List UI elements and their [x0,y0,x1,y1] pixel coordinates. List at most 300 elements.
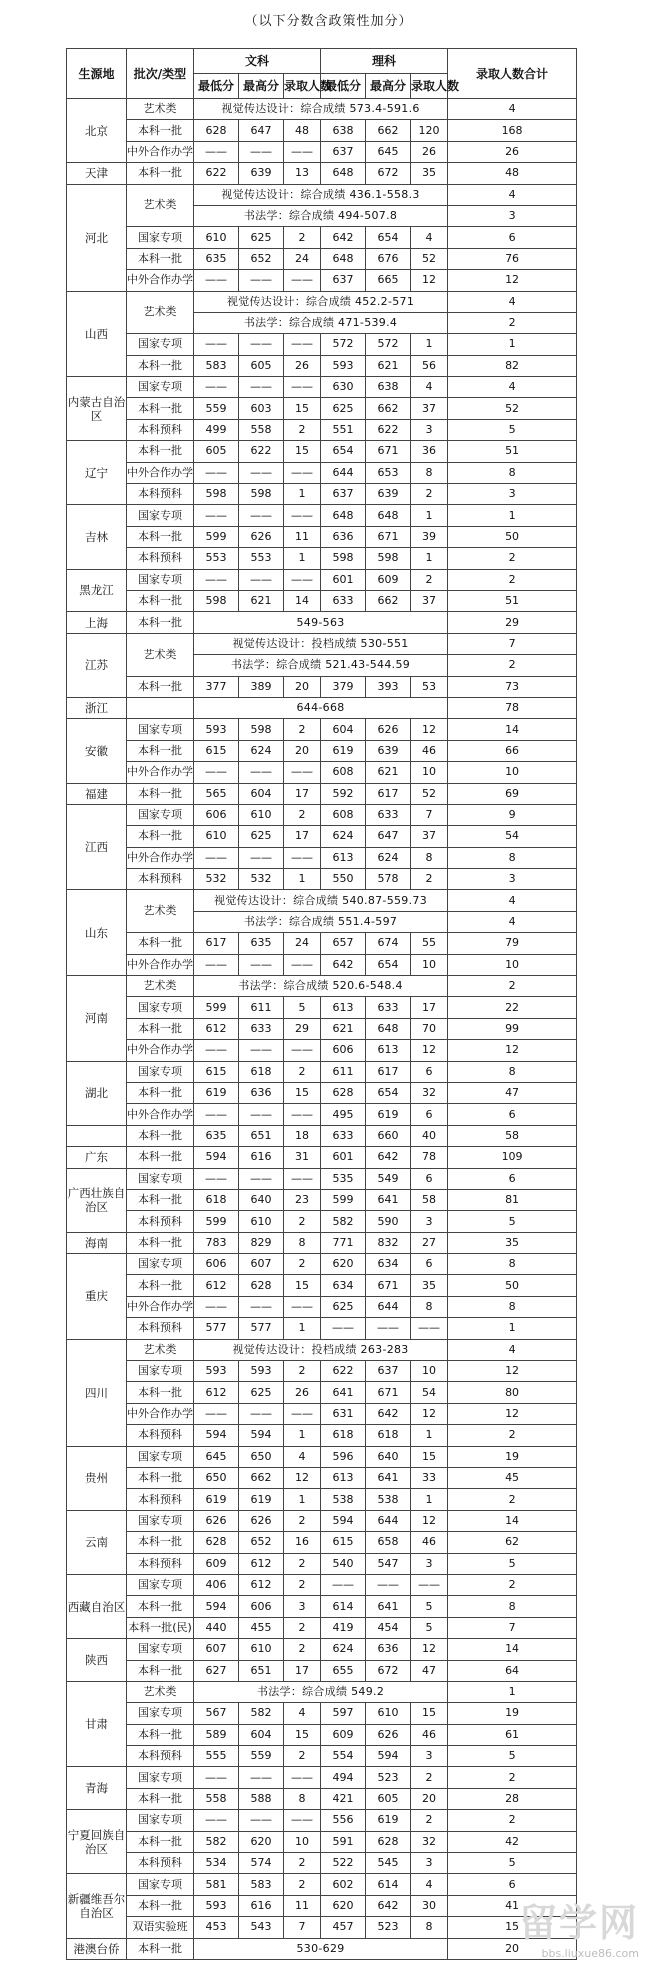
wenke-min-cell: 565 [194,783,239,804]
like-max-cell: 642 [366,1895,411,1916]
table-row [67,1403,577,1424]
score-range-cell: 视觉传达设计：投档成绩 530-551 [194,633,448,654]
table-row [67,120,577,141]
table-row [67,976,577,997]
like-max-cell: 648 [366,1018,411,1039]
like-min-cell: 633 [321,1125,366,1146]
wenke-min-cell: 626 [194,1510,239,1531]
total-cell: 3 [448,205,577,226]
total-cell: 14 [448,1639,577,1660]
province-cell: 天津 [67,163,127,184]
batch-cell: 中外合作办学 [127,1104,194,1125]
like-min-cell: 601 [321,1147,366,1168]
score-range-cell: 视觉传达设计：综合成绩 436.1-558.3 [194,184,448,205]
wenke-count-cell: 2 [284,1746,321,1767]
like-min-cell: 638 [321,120,366,141]
wenke-max-cell: 620 [239,1831,284,1852]
score-range-cell: 530-629 [194,1938,448,1959]
wenke-count-cell: 15 [284,398,321,419]
wenke-count-cell: 2 [284,1254,321,1275]
wenke-count-cell: —— [284,1104,321,1125]
table-row [67,933,577,954]
like-min-cell: 582 [321,1211,366,1232]
total-cell: 28 [448,1788,577,1809]
header-province: 生源地 [67,49,127,99]
like-max-cell: 654 [366,1082,411,1103]
wenke-min-cell: 627 [194,1660,239,1681]
like-min-cell: 641 [321,1382,366,1403]
wenke-max-cell: 625 [239,1382,284,1403]
table-row [67,1275,577,1296]
wenke-min-cell: 599 [194,1211,239,1232]
total-cell: 6 [448,1874,577,1895]
table-row [67,569,577,590]
like-count-cell: 30 [411,1895,448,1916]
like-max-cell: 454 [366,1617,411,1638]
like-count-cell: 53 [411,676,448,697]
wenke-count-cell: 24 [284,933,321,954]
wenke-count-cell: 20 [284,676,321,697]
like-min-cell: 621 [321,1018,366,1039]
like-max-cell: 549 [366,1168,411,1189]
province-cell: 海南 [67,1232,127,1253]
table-row [67,633,577,654]
wenke-max-cell: 603 [239,398,284,419]
table-row [67,1489,577,1510]
like-count-cell: 10 [411,954,448,975]
total-cell: 41 [448,1895,577,1916]
like-min-cell: 648 [321,505,366,526]
wenke-min-cell: 645 [194,1446,239,1467]
table-row [67,1446,577,1467]
batch-cell: 国家专项 [127,1767,194,1788]
wenke-max-cell: —— [239,505,284,526]
wenke-count-cell: 2 [284,1510,321,1531]
table-row [67,419,577,440]
wenke-count-cell: —— [284,462,321,483]
like-max-cell: 578 [366,869,411,890]
wenke-min-cell: 594 [194,1596,239,1617]
wenke-max-cell: 583 [239,1874,284,1895]
wenke-min-cell: 610 [194,826,239,847]
wenke-max-cell: 639 [239,163,284,184]
header-wenke-count: 录取人数 [284,74,321,99]
like-min-cell: 624 [321,826,366,847]
wenke-count-cell: 2 [284,1639,321,1660]
total-cell: 1 [448,505,577,526]
batch-cell: 中外合作办学 [127,1403,194,1424]
total-cell: 4 [448,1339,577,1360]
like-count-cell: 27 [411,1232,448,1253]
wenke-max-cell: —— [239,1296,284,1317]
province-cell: 河北 [67,184,127,291]
like-count-cell: 12 [411,1510,448,1531]
like-count-cell: 5 [411,1596,448,1617]
wenke-count-cell: —— [284,141,321,162]
total-cell: 51 [448,441,577,462]
wenke-count-cell: 2 [284,419,321,440]
like-count-cell: 47 [411,1660,448,1681]
table-row [67,590,577,611]
admission-scores-table [66,48,577,1960]
total-cell: 69 [448,783,577,804]
batch-cell: 国家专项 [127,569,194,590]
wenke-max-cell: 577 [239,1318,284,1339]
like-min-cell: 596 [321,1446,366,1467]
batch-cell: 本科预科 [127,1211,194,1232]
like-max-cell: 662 [366,398,411,419]
like-max-cell: 638 [366,377,411,398]
wenke-min-cell: 534 [194,1853,239,1874]
table-row [67,1018,577,1039]
wenke-min-cell: 617 [194,933,239,954]
wenke-min-cell: 607 [194,1639,239,1660]
wenke-count-cell: —— [284,847,321,868]
wenke-min-cell: 598 [194,484,239,505]
batch-cell: 国家专项 [127,1810,194,1831]
like-min-cell: 648 [321,248,366,269]
wenke-min-cell: 615 [194,740,239,761]
table-row [67,1361,577,1382]
like-max-cell: 642 [366,1147,411,1168]
like-min-cell: 572 [321,334,366,355]
table-row [67,1382,577,1403]
wenke-max-cell: 559 [239,1746,284,1767]
wenke-min-cell: 377 [194,676,239,697]
like-min-cell: 421 [321,1788,366,1809]
like-max-cell: 609 [366,569,411,590]
wenke-min-cell: 593 [194,1361,239,1382]
province-cell: 黑龙江 [67,569,127,612]
wenke-min-cell: 555 [194,1746,239,1767]
batch-cell: 本科一批 [127,1831,194,1852]
wenke-max-cell: 604 [239,1724,284,1745]
total-cell: 51 [448,590,577,611]
wenke-count-cell: 24 [284,248,321,269]
wenke-max-cell: 594 [239,1425,284,1446]
batch-cell: 本科一批 [127,1660,194,1681]
table-row [67,1318,577,1339]
wenke-min-cell: 612 [194,1275,239,1296]
batch-cell: 本科一批 [127,1938,194,1959]
batch-cell: 国家专项 [127,1254,194,1275]
total-cell: 5 [448,1553,577,1574]
wenke-min-cell: 593 [194,719,239,740]
province-cell: 湖北 [67,1061,127,1125]
like-min-cell: 648 [321,163,366,184]
table-row [67,484,577,505]
like-min-cell: 625 [321,398,366,419]
province-cell: 港澳台侨 [67,1938,127,1959]
wenke-max-cell: —— [239,847,284,868]
batch-cell: 国家专项 [127,1703,194,1724]
score-range-cell: 书法学：综合成绩 551.4-597 [194,911,448,932]
total-cell: 2 [448,1767,577,1788]
total-cell: 19 [448,1703,577,1724]
wenke-count-cell: —— [284,334,321,355]
total-cell: 1 [448,334,577,355]
like-count-cell: 58 [411,1189,448,1210]
batch-cell: 本科一批 [127,1189,194,1210]
batch-cell: 本科预科 [127,1425,194,1446]
like-min-cell: 593 [321,355,366,376]
like-max-cell: 671 [366,526,411,547]
total-cell: 81 [448,1189,577,1210]
total-cell: 50 [448,1275,577,1296]
like-count-cell: 120 [411,120,448,141]
batch-cell: 艺术类 [127,1681,194,1702]
batch-cell: 本科预科 [127,548,194,569]
batch-cell: 本科一批 [127,1468,194,1489]
wenke-count-cell: 11 [284,526,321,547]
header-wenke-max: 最高分 [239,74,284,99]
like-count-cell: 32 [411,1831,448,1852]
like-count-cell: 15 [411,1446,448,1467]
score-range-cell: 书法学：综合成绩 521.43-544.59 [194,655,448,676]
table-row [67,270,577,291]
total-cell: 79 [448,933,577,954]
like-min-cell: 655 [321,1660,366,1681]
table-row [67,1895,577,1916]
table-row [67,163,577,184]
wenke-count-cell: —— [284,1767,321,1788]
like-count-cell: 56 [411,355,448,376]
wenke-count-cell: —— [284,1403,321,1424]
like-min-cell: 642 [321,954,366,975]
province-cell: 宁夏回族自治区 [67,1810,127,1874]
like-min-cell: 535 [321,1168,366,1189]
wenke-max-cell: —— [239,569,284,590]
table-row [67,1596,577,1617]
wenke-max-cell: —— [239,762,284,783]
like-max-cell: —— [366,1574,411,1595]
like-min-cell: 620 [321,1254,366,1275]
like-min-cell: —— [321,1318,366,1339]
wenke-count-cell: 10 [284,1831,321,1852]
total-cell: 8 [448,1061,577,1082]
wenke-count-cell: 18 [284,1125,321,1146]
total-cell: 78 [448,697,577,718]
header-like-max: 最高分 [366,74,411,99]
like-count-cell: 2 [411,869,448,890]
batch-cell: 本科一批 [127,1532,194,1553]
wenke-min-cell: —— [194,1040,239,1061]
table-row [67,1639,577,1660]
total-cell: 50 [448,526,577,547]
like-count-cell: 37 [411,590,448,611]
wenke-min-cell: —— [194,505,239,526]
wenke-max-cell: —— [239,334,284,355]
wenke-count-cell: 2 [284,1061,321,1082]
like-max-cell: 626 [366,719,411,740]
table-row [67,1211,577,1232]
total-cell: 12 [448,1361,577,1382]
like-count-cell: 3 [411,1553,448,1574]
province-cell: 山东 [67,890,127,976]
table-row [67,1189,577,1210]
like-min-cell: 538 [321,1489,366,1510]
like-max-cell: 628 [366,1831,411,1852]
wenke-min-cell: 650 [194,1468,239,1489]
table-row [67,355,577,376]
score-range-cell: 书法学：综合成绩 471-539.4 [194,312,448,333]
wenke-min-cell: 599 [194,526,239,547]
like-min-cell: 633 [321,590,366,611]
table-row [67,248,577,269]
total-cell: 4 [448,99,577,120]
wenke-count-cell: 2 [284,227,321,248]
header-wenke-min: 最低分 [194,74,239,99]
like-min-cell: 654 [321,441,366,462]
total-cell: 5 [448,1211,577,1232]
wenke-min-cell: —— [194,1104,239,1125]
like-count-cell: 8 [411,1917,448,1938]
wenke-count-cell: 31 [284,1147,321,1168]
total-cell: 6 [448,1168,577,1189]
total-cell: 4 [448,291,577,312]
like-min-cell: 637 [321,141,366,162]
like-count-cell: 2 [411,1810,448,1831]
table-row [67,1061,577,1082]
like-count-cell: 52 [411,248,448,269]
wenke-min-cell: 628 [194,1532,239,1553]
wenke-count-cell: —— [284,505,321,526]
like-max-cell: 610 [366,1703,411,1724]
like-count-cell: 5 [411,1617,448,1638]
header-total: 录取人数合计 [448,49,577,99]
wenke-min-cell: 558 [194,1788,239,1809]
like-count-cell: 1 [411,334,448,355]
like-max-cell: 662 [366,120,411,141]
table-row [67,1874,577,1895]
province-cell: 辽宁 [67,441,127,505]
wenke-max-cell: 598 [239,719,284,740]
like-max-cell: 621 [366,355,411,376]
wenke-max-cell: 610 [239,804,284,825]
province-cell: 福建 [67,783,127,804]
like-max-cell: 644 [366,1296,411,1317]
wenke-count-cell: 2 [284,1874,321,1895]
wenke-min-cell: —— [194,847,239,868]
table-row [67,1082,577,1103]
like-count-cell: 12 [411,1040,448,1061]
wenke-min-cell: 606 [194,804,239,825]
batch-cell: 国家专项 [127,1361,194,1382]
like-max-cell: 672 [366,163,411,184]
wenke-count-cell: 11 [284,1895,321,1916]
wenke-count-cell: —— [284,762,321,783]
wenke-min-cell: 628 [194,120,239,141]
province-cell: 重庆 [67,1254,127,1340]
table-row [67,1617,577,1638]
table-row [67,612,577,633]
like-max-cell: 641 [366,1596,411,1617]
table-row [67,719,577,740]
wenke-max-cell: 553 [239,548,284,569]
total-cell: 14 [448,1510,577,1531]
total-cell: 12 [448,1040,577,1061]
wenke-count-cell: 29 [284,1018,321,1039]
like-max-cell: 634 [366,1254,411,1275]
wenke-min-cell: 599 [194,997,239,1018]
province-cell: 安徽 [67,719,127,783]
total-cell: 2 [448,312,577,333]
province-cell: 广西壮族自治区 [67,1168,127,1232]
total-cell: 2 [448,548,577,569]
wenke-max-cell: —— [239,141,284,162]
like-max-cell: 523 [366,1917,411,1938]
total-cell: 2 [448,1574,577,1595]
batch-cell: 本科预科 [127,1853,194,1874]
score-range-cell: 视觉传达设计：综合成绩 452.2-571 [194,291,448,312]
batch-cell: 艺术类 [127,291,194,334]
like-count-cell: 54 [411,1382,448,1403]
like-min-cell: 614 [321,1596,366,1617]
total-cell: 9 [448,804,577,825]
like-max-cell: 674 [366,933,411,954]
table-row [67,1532,577,1553]
wenke-min-cell: —— [194,1168,239,1189]
like-count-cell: 6 [411,1254,448,1275]
wenke-max-cell: 605 [239,355,284,376]
like-count-cell: 4 [411,377,448,398]
like-max-cell: 621 [366,762,411,783]
score-range-cell: 视觉传达设计：综合成绩 540.87-559.73 [194,890,448,911]
like-count-cell: 37 [411,398,448,419]
wenke-max-cell: 624 [239,740,284,761]
batch-cell: 本科一批 [127,526,194,547]
like-count-cell: 26 [411,141,448,162]
like-max-cell: 636 [366,1639,411,1660]
batch-cell: 本科一批 [127,1895,194,1916]
wenke-count-cell: 16 [284,1532,321,1553]
table-row [67,462,577,483]
score-range-cell: 549-563 [194,612,448,633]
wenke-min-cell: 618 [194,1189,239,1210]
batch-cell: 本科一批 [127,826,194,847]
wenke-count-cell: 15 [284,1724,321,1745]
total-cell: 7 [448,1617,577,1638]
wenke-max-cell: 619 [239,1489,284,1510]
wenke-max-cell: 626 [239,526,284,547]
like-count-cell: 32 [411,1082,448,1103]
province-cell: 吉林 [67,505,127,569]
table-body [67,99,577,1960]
like-min-cell: 637 [321,270,366,291]
like-min-cell: 594 [321,1510,366,1531]
total-cell: 48 [448,163,577,184]
wenke-count-cell: 15 [284,1275,321,1296]
batch-cell: 艺术类 [127,1339,194,1360]
batch-cell: 本科预科 [127,1489,194,1510]
total-cell: 47 [448,1082,577,1103]
wenke-count-cell: 3 [284,1596,321,1617]
like-max-cell: 639 [366,740,411,761]
like-count-cell: 35 [411,1275,448,1296]
table-row [67,1767,577,1788]
like-max-cell: 617 [366,1061,411,1082]
wenke-max-cell: —— [239,1767,284,1788]
wenke-count-cell: 2 [284,804,321,825]
like-max-cell: 523 [366,1767,411,1788]
total-cell: 76 [448,248,577,269]
wenke-min-cell: 567 [194,1703,239,1724]
total-cell: 61 [448,1724,577,1745]
like-max-cell: 645 [366,141,411,162]
batch-cell: 本科一批 [127,441,194,462]
like-count-cell: 1 [411,1425,448,1446]
batch-cell: 本科预科 [127,1553,194,1574]
